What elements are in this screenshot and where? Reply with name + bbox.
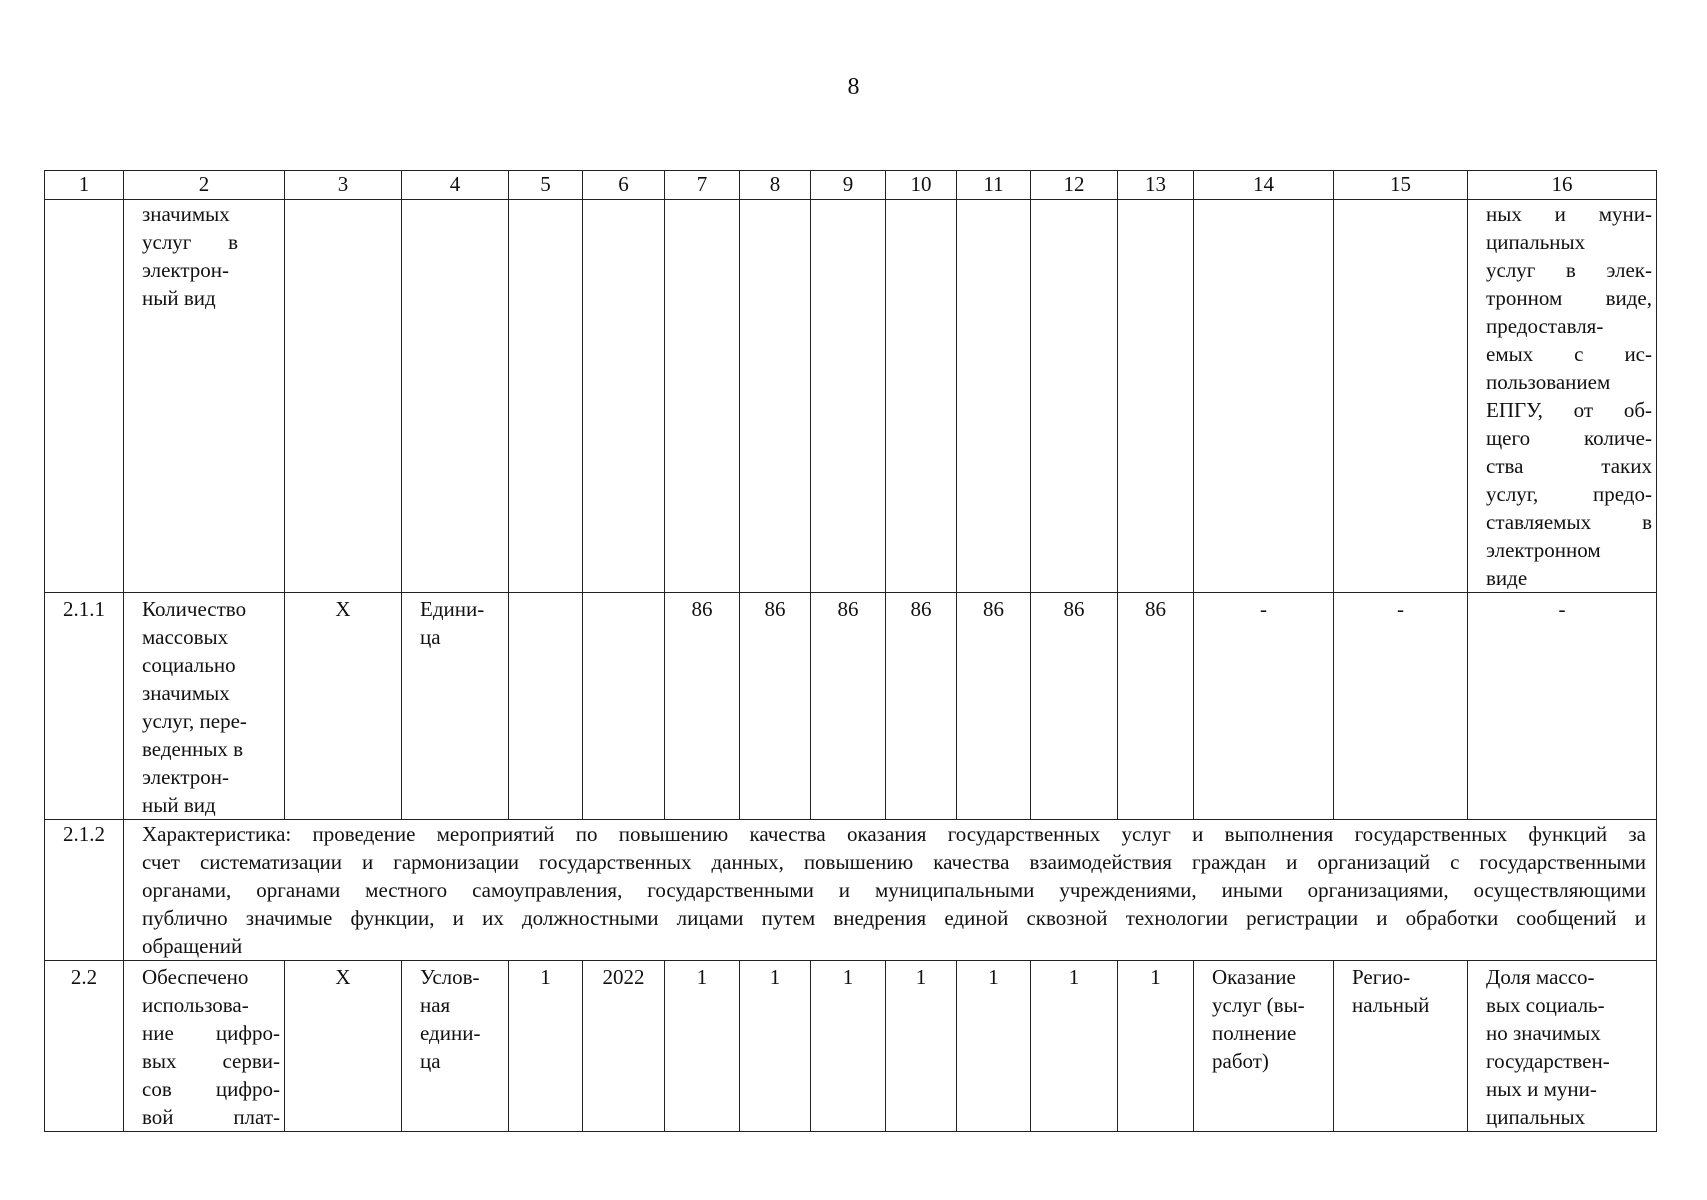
text-line: ципальных — [1486, 230, 1586, 254]
value-cell: 86 — [1031, 593, 1118, 820]
text-line: ных и муни- — [1486, 1077, 1597, 1101]
text-line: вых социаль- — [1486, 993, 1605, 1017]
mark-cell: Х — [285, 961, 402, 1132]
description-cell: - — [1468, 593, 1657, 820]
text-line: ная — [420, 993, 451, 1017]
text-line: пользованием — [1486, 370, 1611, 394]
mark-cell: Х — [285, 593, 402, 820]
header-cell: 4 — [402, 171, 509, 200]
header-cell: 9 — [811, 171, 886, 200]
header-cell: 16 — [1468, 171, 1657, 200]
value-cell: 86 — [665, 593, 740, 820]
cell-empty — [583, 200, 665, 593]
base-year-cell — [583, 593, 665, 820]
text-line: нальный — [1352, 993, 1430, 1017]
continuation-row — [45, 200, 1657, 593]
text-line: социально — [142, 653, 236, 677]
cell-empty — [285, 200, 402, 593]
text-line: использова- — [142, 993, 249, 1017]
text-line: веденных в — [142, 737, 244, 761]
text-line: услуг, пере- — [142, 709, 247, 733]
value-cell: 1 — [886, 961, 957, 1132]
row-2-1-2 — [45, 820, 1657, 961]
text-line: но значимых — [1486, 1021, 1601, 1045]
text-line: электрон- — [142, 258, 230, 282]
text-line: органами, органами местного самоуправления, государственными и муниципальными учреждениями, иными организациями, осуществляющими — [142, 878, 1646, 902]
header-cell: 12 — [1031, 171, 1118, 200]
text-line: Оказание — [1212, 965, 1296, 989]
header-cell: 6 — [583, 171, 665, 200]
cell-empty — [509, 200, 583, 593]
text-line: ный вид — [142, 793, 216, 817]
unit-cell — [402, 593, 509, 820]
header-cell: 13 — [1118, 171, 1194, 200]
header-cell: 2 — [124, 171, 285, 200]
text-line: значимых — [142, 681, 230, 705]
text-line: тронном виде, — [1486, 286, 1652, 310]
text-line: электрон- — [142, 765, 230, 789]
text-line: работ) — [1212, 1049, 1269, 1073]
cell-empty — [811, 200, 886, 593]
text-line: ства таких — [1486, 454, 1652, 478]
text-line: ный вид — [142, 286, 216, 310]
text-line: Едини- — [420, 597, 485, 621]
base-value-cell: 1 — [509, 961, 583, 1132]
value-cell: 1 — [1118, 961, 1194, 1132]
text-line: емых с ис- — [1486, 342, 1652, 366]
value-cell: 1 — [740, 961, 811, 1132]
value-cell: 86 — [957, 593, 1031, 820]
characteristic-cell — [124, 820, 1657, 961]
value-cell: 86 — [886, 593, 957, 820]
text-line: вой плат- — [142, 1105, 280, 1129]
value-cell: 86 — [811, 593, 886, 820]
header-row — [45, 171, 1657, 200]
text-line: значимых — [142, 202, 230, 226]
text-line: ца — [420, 625, 441, 649]
base-value-cell — [509, 593, 583, 820]
cell-empty — [1334, 200, 1468, 593]
text-line: массовых — [142, 625, 229, 649]
value-cell: 86 — [740, 593, 811, 820]
cell-empty — [665, 200, 740, 593]
text-line: Характеристика: проведение мероприятий по повышению качества оказания государственных услуг и выполнения государственных функций за — [142, 822, 1646, 846]
text-line: Регио- — [1352, 965, 1411, 989]
text-line: публично значимые функции, и их должностными лицами путем внедрения единой сквозной технологии регистрации и обработки сообщений и — [142, 906, 1646, 930]
text-line: виде — [1486, 566, 1528, 590]
cell-empty — [886, 200, 957, 593]
header-cell: 10 — [886, 171, 957, 200]
value-cell: 1 — [665, 961, 740, 1132]
level-cell: - — [1334, 593, 1468, 820]
text-line: ца — [420, 1049, 441, 1073]
row-number: 2.2 — [45, 961, 124, 1132]
header-cell: 7 — [665, 171, 740, 200]
cell-empty — [957, 200, 1031, 593]
text-line: обращений — [142, 934, 243, 958]
text-line: услуг в элек- — [1486, 258, 1652, 282]
row-number: 2.1.2 — [45, 820, 124, 961]
description-cell — [1468, 961, 1657, 1132]
indicator-name-cell — [124, 961, 285, 1132]
text-line: полнение — [1212, 1021, 1297, 1045]
text-line: услуг, предо- — [1486, 482, 1652, 506]
page-number: 8 — [847, 74, 860, 100]
text-line: едини- — [420, 1021, 481, 1045]
text-line: услуг (вы- — [1212, 993, 1305, 1017]
base-year-cell: 2022 — [583, 961, 665, 1132]
level-cell — [1334, 961, 1468, 1132]
text-line: Услов- — [420, 965, 480, 989]
unit-cell — [402, 961, 509, 1132]
text-line: государствен- — [1486, 1049, 1610, 1073]
text-line: Обеспечено — [142, 965, 249, 989]
text-line: ципальных — [1486, 1105, 1586, 1129]
cell-empty — [1194, 200, 1334, 593]
type-cell: - — [1194, 593, 1334, 820]
header-cell: 15 — [1334, 171, 1468, 200]
header-cell: 1 — [45, 171, 124, 200]
cell-empty — [1031, 200, 1118, 593]
value-cell: 1 — [811, 961, 886, 1132]
value-cell: 1 — [1031, 961, 1118, 1132]
text-line: вых серви- — [142, 1049, 280, 1073]
text-line: ставляемых в — [1486, 510, 1652, 534]
text-line: предоставля- — [1486, 314, 1604, 338]
row-2-1-1 — [45, 593, 1657, 820]
cell-empty — [1118, 200, 1194, 593]
text-line: услуг в — [142, 230, 239, 254]
header-cell: 14 — [1194, 171, 1334, 200]
row-2-2 — [45, 961, 1657, 1132]
text-line: щего количе- — [1486, 426, 1652, 450]
text-line: ние цифро- — [142, 1021, 280, 1045]
value-cell: 1 — [957, 961, 1031, 1132]
text-line: Количество — [142, 597, 247, 621]
cell-empty — [45, 200, 124, 593]
text-line: ЕПГУ, от об- — [1486, 398, 1652, 422]
header-cell: 3 — [285, 171, 402, 200]
indicators-table — [44, 170, 1657, 1132]
text-line: электронном — [1486, 538, 1601, 562]
header-cell: 8 — [740, 171, 811, 200]
text-line: Доля массо- — [1486, 965, 1595, 989]
text-line: сов цифро- — [142, 1077, 280, 1101]
row-number: 2.1.1 — [45, 593, 124, 820]
indicator-name-cell — [124, 593, 285, 820]
continued-name-cell — [124, 200, 285, 593]
header-cell: 5 — [509, 171, 583, 200]
text-line: ных и муни- — [1486, 202, 1652, 226]
continued-description-cell — [1468, 200, 1657, 593]
cell-empty — [740, 200, 811, 593]
cell-empty — [402, 200, 509, 593]
type-cell — [1194, 961, 1334, 1132]
text-line: счет систематизации и гармонизации государственных данных, повышению качества взаимодействия граждан и организаций с государственными — [142, 850, 1646, 874]
header-cell: 11 — [957, 171, 1031, 200]
value-cell: 86 — [1118, 593, 1194, 820]
